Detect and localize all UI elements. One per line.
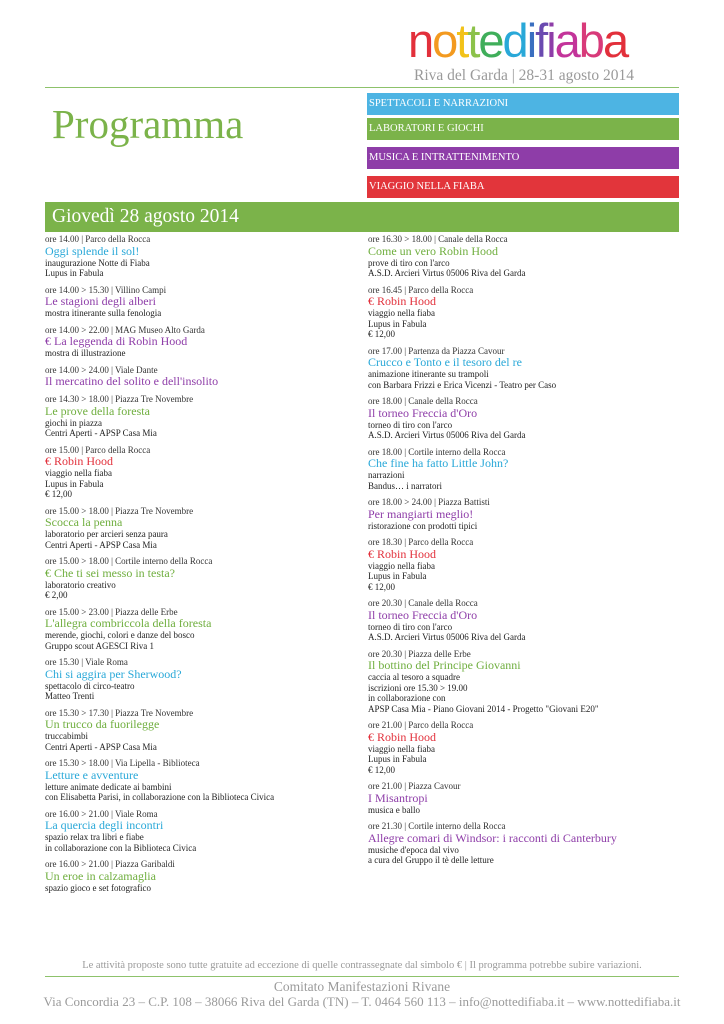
event-detail: in collaborazione con la Biblioteca Civica [45,842,197,853]
category-musica [367,147,679,169]
event-time-location: ore 14.30 > 18.00 | Piazza Tre Novembre [45,394,194,404]
event-detail: € 12,00 [368,581,395,592]
day-header: Giovedì 28 agosto 2014 [45,202,679,232]
event-title: La quercia degli incontri [45,818,164,832]
event-title: Il mercatino del solito e dell'insolito [45,374,219,388]
event-item [45,758,360,803]
event-title: Chi si aggira per Sherwood? [45,666,182,681]
logo-letter: t [467,14,479,67]
event-title: Il torneo Freccia d'Oro [368,607,478,622]
event-item [45,234,360,279]
event-detail: merende, giochi, colori e danze del bosco [45,630,195,640]
event-time-location: ore 18.00 | Canale della Rocca [368,396,478,406]
event-time-location: ore 18.00 | Cortile interno della Rocca [368,446,506,457]
event-item [368,649,680,715]
event-title: Che fine ha fatto Little John? [368,456,509,470]
event-title: Le prove della foresta [45,403,150,418]
header-divider [45,87,679,88]
logo-letter: f [535,14,547,67]
event-time-location: ore 15.00 > 23.00 | Piazza delle Erbe [45,606,178,617]
event-item [368,234,680,279]
logo-letter: t [456,14,468,67]
event-detail: mostra di illustrazione [45,348,126,358]
event-item [368,821,680,866]
pricing-notice: Le attività proposte sono tutte gratuite ad eccezione di quelle contrassegnate dal simbolo € | Il programma potrebbe subire variazioni. [82,960,642,971]
event-title: € Robin Hood [45,454,114,468]
logo-letter: e [478,14,503,67]
event-detail: Lupus in Fabula [368,571,427,581]
event-title: € Robin Hood [368,729,437,744]
event-detail: viaggio nella fiaba [368,560,435,571]
event-item [368,598,680,643]
event-time-location: ore 20.30 | Canale della Rocca [368,598,478,608]
event-time-location: ore 20.30 | Piazza delle Erbe [368,648,471,659]
event-detail: giochi in piazza [45,417,102,428]
event-detail: Bandus… i narratori [368,480,442,491]
event-detail: a cura del Gruppo il tè delle letture [368,855,494,865]
category-label: SPETTACOLI E NARRAZIONI [369,98,509,109]
event-item [45,809,360,854]
logo-letter: b [578,14,603,67]
event-item [45,708,360,753]
event-detail: spazio relax tra libri e fiabe [45,832,144,842]
event-detail: animazione itinerante su trampoli [368,369,489,379]
event-detail: con Barbara Frizzi e Erica Vicenzi - Teatro per Caso [368,379,557,390]
event-detail: Lupus in Fabula [368,754,427,764]
event-time-location: ore 15.00 | Parco della Rocca [45,444,151,455]
category-label: MUSICA E INTRATTENIMENTO [369,152,520,163]
event-detail: inaugurazione Notte di Fiaba [45,257,150,268]
event-title: Un trucco da fuorilegge [45,717,160,731]
event-time-location: ore 14.00 > 15.30 | Villino Campi [45,284,167,295]
events-column-left [45,234,360,899]
event-time-location: ore 21.00 | Piazza Cavour [368,781,461,791]
event-item [45,607,360,652]
event-item [368,447,680,492]
event-time-location: ore 14.00 > 22.00 | MAG Museo Alto Garda [45,324,205,335]
event-detail: Centri Aperti - APSP Casa Mia [45,428,157,438]
event-title: Scocca la penna [45,515,123,529]
footer-divider [45,976,679,977]
event-title: Letture e avventure [45,767,139,782]
event-time-location: ore 16.00 > 21.00 | Piazza Garibaldi [45,859,175,869]
event-detail: A.S.D. Arcieri Virtus 05006 Riva del Garda [368,430,526,440]
event-time-location: ore 15.30 > 17.30 | Piazza Tre Novembre [45,707,194,718]
event-detail: ristorazione con prodotti tipici [368,520,478,531]
event-item [45,394,360,439]
event-title: I Misantropi [368,790,428,805]
event-time-location: ore 15.00 > 18.00 | Cortile interno della Rocca [45,556,213,566]
event-title: € Robin Hood [368,546,437,561]
event-detail: narrazioni [368,470,405,480]
event-detail: viaggio nella fiaba [368,308,435,318]
event-time-location: ore 18.30 | Parco della Rocca [368,537,474,547]
event-title: Il bottino del Principe Giovanni [368,658,521,672]
logo-letter: i [526,14,536,67]
event-detail: laboratorio creativo [45,579,116,590]
event-detail: musica e ballo [368,804,420,815]
event-item [45,657,360,702]
event-item [368,497,680,531]
event-detail: torneo di tiro con l'arco [368,419,453,430]
event-item [45,445,360,500]
event-detail: caccia al tesoro a squadre [368,672,460,682]
event-title: Il torneo Freccia d'Oro [368,405,478,420]
event-detail: viaggio nella fiaba [45,468,112,478]
event-detail: con Elisabetta Parisi, in collaborazione con la Biblioteca Civica [45,792,275,802]
event-detail: in collaborazione con [368,693,446,703]
logo-letter: d [502,14,527,67]
event-detail: letture animate dedicate ai bambini [45,781,172,792]
event-item [45,556,360,601]
category-viaggio [367,176,679,198]
event-item [368,346,680,391]
event-title: Le stagioni degli alberi [45,294,156,308]
event-time-location: ore 14.00 > 24.00 | Viale Dante [45,364,158,375]
event-detail: Matteo Trenti [45,691,95,701]
event-item [45,285,360,319]
logo-letter: n [408,14,433,67]
event-detail: Lupus in Fabula [368,318,427,329]
event-detail: € 12,00 [45,489,72,499]
category-laboratori [367,118,679,140]
event-detail: € 12,00 [368,329,395,339]
event-detail: A.S.D. Arcieri Virtus 05006 Riva del Garda [368,632,526,642]
organizer-contacts: Via Concordia 23 – C.P. 108 – 38066 Riva del Garda (TN) – T. 0464 560 113 – info@nottedifiaba.it – www.nottedifiaba.it [43,994,681,1009]
event-item [45,859,360,893]
nottedifiaba-logo [408,14,678,67]
event-detail: prove di tiro con l'arco [368,257,450,268]
logo-letter: a [554,14,579,67]
category-label: VIAGGIO NELLA FIABA [369,181,485,192]
event-title: € La leggenda di Robin Hood [45,334,188,348]
event-detail: viaggio nella fiaba [368,743,435,754]
event-title: Oggi splende il sol! [45,243,140,258]
event-title: € Che ti sei messo in testa? [45,565,175,580]
event-detail: APSP Casa Mia - Piano Giovani 2014 - Progetto "Giovani E20" [368,703,599,714]
event-item [368,781,680,815]
event-time-location: ore 18.00 > 24.00 | Piazza Battisti [368,497,490,507]
event-detail: iscrizioni ore 15.30 > 19.00 [368,682,468,693]
event-title: Per mangiarti meglio! [368,506,474,521]
event-time-location: ore 21.00 | Parco della Rocca [368,720,474,730]
event-title: Crucco e Tonto e il tesoro del re [368,355,522,369]
event-detail: Lupus in Fabula [45,268,104,278]
logo-letter: i [546,14,555,67]
event-item [368,285,680,340]
event-time-location: ore 14.00 | Parco della Rocca [45,234,151,244]
event-detail: A.S.D. Arcieri Virtus 05006 Riva del Garda [368,268,526,278]
event-item [45,365,360,389]
event-time-location: ore 21.30 | Cortile interno della Rocca [368,821,506,831]
event-detail: € 2,00 [45,590,68,600]
event-item [45,506,360,551]
event-title: L'allegra combriccola della foresta [45,616,212,630]
event-dates-subtitle: Riva del Garda | 28-31 agosto 2014 [414,67,635,84]
event-title: Come un vero Robin Hood [368,243,498,258]
event-item [368,537,680,592]
event-time-location: ore 16.00 > 21.00 | Viale Roma [45,808,158,819]
event-detail: € 12,00 [368,764,395,775]
organizer-name: Comitato Manifestazioni Rivane [273,979,451,994]
category-spettacoli [367,93,679,115]
event-detail: torneo di tiro con l'arco [368,621,453,632]
event-detail: truccabimbi [45,731,88,741]
event-time-location: ore 15.30 | Viale Roma [45,657,128,667]
category-label: LABORATORI E GIOCHI [369,123,484,134]
event-item [368,720,680,775]
event-time-location: ore 15.30 > 18.00 | Via Lipella - Biblioteca [45,758,200,768]
page-title: Programma [52,101,244,147]
event-detail: laboratorio per arcieri senza paura [45,529,168,539]
event-title: Allegre comari di Windsor: i racconti di Canterbury [368,830,617,845]
event-detail: Lupus in Fabula [45,478,104,489]
event-detail: spettacolo di circo-teatro [45,680,135,691]
event-detail: Centri Aperti - APSP Casa Mia [45,741,157,752]
event-title: € Robin Hood [368,294,437,308]
events-column-right [368,234,680,872]
event-item [45,325,360,359]
event-item [368,396,680,441]
event-time-location: ore 16.30 > 18.00 | Canale della Rocca [368,234,508,244]
event-detail: Centri Aperti - APSP Casa Mia [45,539,157,550]
event-time-location: ore 16.45 | Parco della Rocca [368,284,474,295]
event-detail: musiche d'epoca dal vivo [368,844,459,855]
logo-letter: o [432,14,457,67]
event-time-location: ore 17.00 | Partenza da Piazza Cavour [368,345,505,356]
event-detail: Gruppo scout AGESCI Riva 1 [45,640,154,651]
logo-letter: a [602,14,628,67]
event-detail: spazio gioco e set fotografico [45,882,151,893]
event-detail: mostra itinerante sulla fenologia [45,308,162,318]
event-time-location: ore 15.00 > 18.00 | Piazza Tre Novembre [45,505,194,516]
event-title: Un eroe in calzamaglia [45,868,156,883]
